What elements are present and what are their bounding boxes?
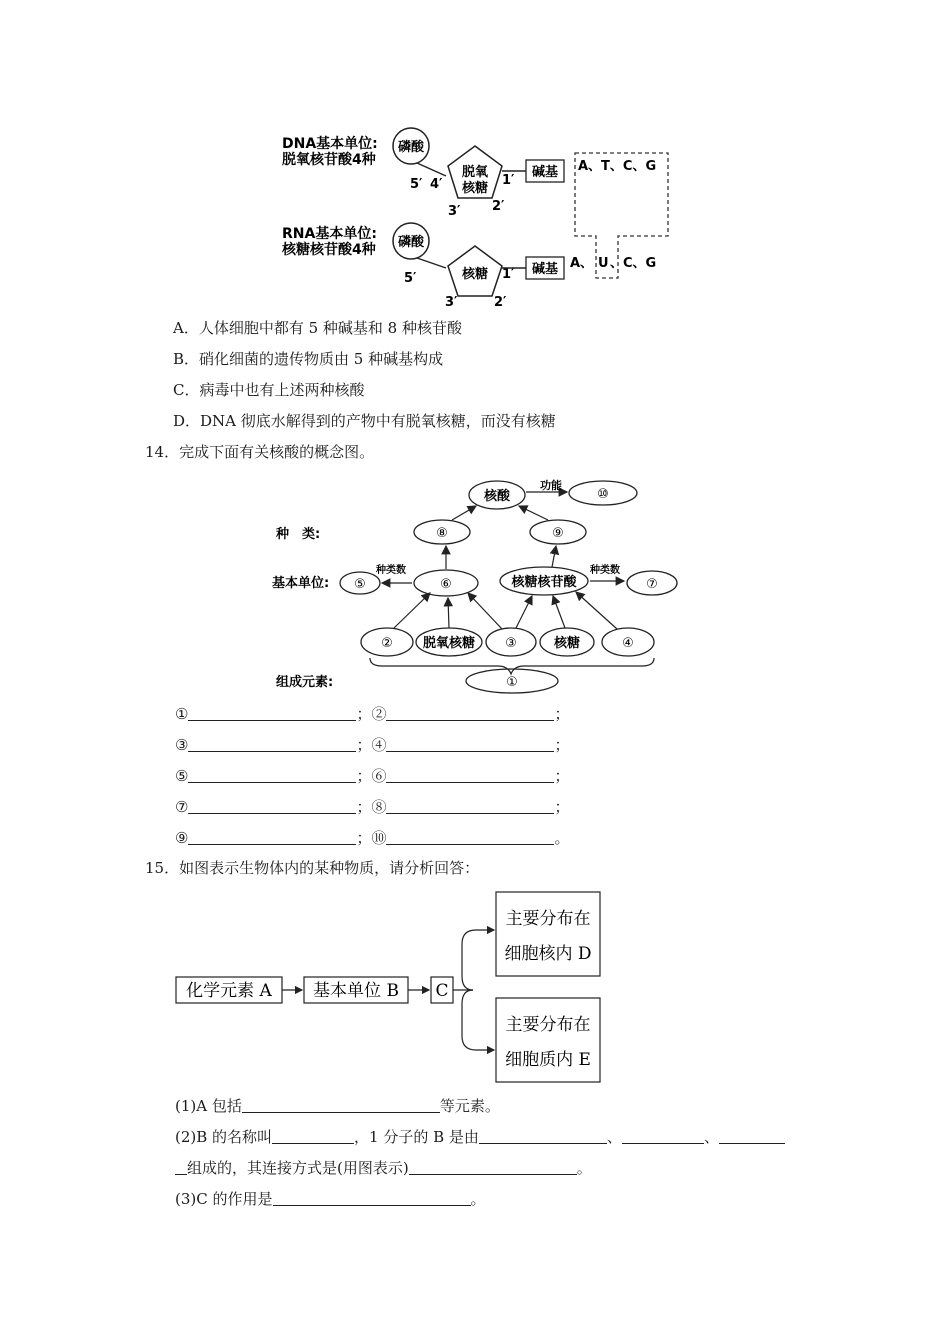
- arrow-deoxyribose-to-6: [448, 598, 449, 628]
- blank-label-8: ⑧: [371, 798, 387, 816]
- blank-label-6: ⑥: [371, 767, 387, 785]
- answer-blank-8[interactable]: [386, 799, 554, 814]
- arrow-8-to-nucleic-acid: [452, 506, 476, 520]
- label-basic-unit: 基本单位:: [272, 576, 330, 591]
- q15-sub2-end: 。: [576, 1159, 592, 1177]
- node-deoxyribose-label: 脱氧核糖: [422, 636, 476, 651]
- answer-row-3: [175, 766, 570, 786]
- separator: ；: [356, 767, 372, 785]
- substance-flow-diagram: [170, 886, 610, 1084]
- node-nucleic-acid-label: 核酸: [483, 489, 511, 504]
- option-d: D．DNA 彻底水解得到的产物中有脱氧核糖，而没有核糖: [173, 412, 556, 430]
- answer-blank-3[interactable]: [188, 737, 356, 752]
- rna-carbon-3: 3′: [445, 295, 458, 310]
- answer-row-2: [175, 735, 570, 755]
- answer-blank-1[interactable]: [188, 706, 356, 721]
- row-end: ；: [554, 705, 570, 723]
- q15-sub2-sep2: 、: [703, 1128, 719, 1146]
- box-e-line1: 主要分布在: [505, 1015, 591, 1035]
- box-e-line2: 细胞质内 E: [505, 1050, 591, 1070]
- node-5-label: ⑤: [354, 577, 366, 592]
- blank-label-4: ④: [371, 736, 387, 754]
- dna-carbon-5: 5′: [410, 177, 423, 192]
- dna-deoxyribose-label-line2: 核糖: [461, 181, 489, 196]
- answer-blank-q15-1[interactable]: [242, 1098, 440, 1113]
- components-brace: [370, 658, 654, 674]
- dna-unit-label-line1: DNA基本单位:: [282, 136, 378, 152]
- node-7-label: ⑦: [646, 577, 658, 592]
- answer-blank-q15-2c[interactable]: [622, 1129, 704, 1144]
- answer-blank-6[interactable]: [386, 768, 554, 783]
- rna-bases-cg: 、C、G: [610, 256, 657, 271]
- q15-sub3-prefix: (3)C 的作用是: [175, 1190, 273, 1208]
- dna-bases: A、T、C、G: [578, 159, 657, 174]
- q15-sub1-prefix: (1)A 包括: [175, 1097, 242, 1115]
- box-a-label: 化学元素 A: [186, 981, 272, 1001]
- blank-label-3: ③: [175, 736, 189, 754]
- blank-label-9: ⑨: [175, 829, 189, 847]
- arrow-4-to-ribonucleotide: [576, 592, 617, 629]
- node-9-label: ⑨: [552, 526, 564, 541]
- node-4-label: ④: [622, 636, 634, 651]
- dna-phosphate-label: 磷酸: [397, 140, 425, 155]
- arrow-9-to-nucleic-acid: [519, 506, 548, 520]
- question-14-stem: 14．完成下面有关核酸的概念图。: [145, 443, 375, 461]
- q15-sub3: [175, 1189, 486, 1209]
- dna-unit-label-line2: 脱氧核苷酸4种: [282, 152, 376, 168]
- question-15-stem: 15．如图表示生物体内的某种物质，请分析回答：: [145, 859, 480, 877]
- row-end: ；: [554, 736, 570, 754]
- node-3-label: ③: [505, 636, 517, 651]
- dna-carbon-4: 4′: [430, 177, 443, 192]
- answer-blank-q15-3[interactable]: [273, 1191, 471, 1206]
- blank-label-2: ②: [371, 705, 387, 723]
- label-function: 功能: [540, 479, 562, 492]
- node-1-label: ①: [506, 675, 518, 690]
- separator: ；: [356, 798, 372, 816]
- q15-sub2-mid: ，1 分子的 B 是由: [354, 1128, 479, 1146]
- q15-sub3-suffix: 。: [470, 1190, 486, 1208]
- q15-sub1-suffix: 等元素。: [439, 1097, 500, 1115]
- rna-carbon-5: 5′: [404, 271, 417, 286]
- node-8-label: ⑧: [436, 526, 448, 541]
- q15-sub2-sep1: 、: [606, 1128, 622, 1146]
- rna-bases-a: A、: [570, 256, 594, 271]
- row-end: ；: [554, 798, 570, 816]
- dna-deoxyribose-label-line1: 脱氧: [461, 165, 489, 180]
- answer-blank-4[interactable]: [386, 737, 554, 752]
- node-2-label: ②: [381, 636, 393, 651]
- label-kinds-right: 种类数: [590, 565, 620, 576]
- option-a: A．人体细胞中都有 5 种碱基和 8 种核苷酸: [173, 319, 462, 337]
- rna-carbon-1: 1′: [502, 267, 515, 282]
- option-b: B．硝化细菌的遗传物质由 5 种碱基构成: [173, 350, 444, 368]
- answer-row-5: [175, 828, 570, 848]
- answer-blank-q15-2e[interactable]: [409, 1160, 577, 1175]
- label-elements: 组成元素:: [276, 675, 334, 690]
- q15-sub1: [175, 1096, 500, 1116]
- node-ribose-label: 核糖: [553, 636, 581, 651]
- answer-row-1: [175, 704, 570, 724]
- node-10-label: ⑩: [597, 487, 609, 502]
- answer-blank-7[interactable]: [188, 799, 356, 814]
- blank-label-7: ⑦: [175, 798, 189, 816]
- separator: ；: [356, 705, 372, 723]
- answer-blank-2[interactable]: [386, 706, 554, 721]
- rna-base-label: 碱基: [531, 262, 559, 277]
- rna-unit-label-line1: RNA基本单位:: [282, 226, 377, 242]
- separator: ；: [356, 736, 372, 754]
- node-ribonucleotide-label: 核糖核苷酸: [511, 575, 577, 590]
- node-6-label: ⑥: [440, 577, 452, 592]
- answer-blank-q15-2b[interactable]: [479, 1129, 607, 1144]
- dna-carbon-3: 3′: [448, 204, 461, 219]
- nucleotide-structure-figure: [270, 118, 690, 310]
- arrow-3-to-6: [468, 593, 502, 629]
- row-end: 。: [554, 829, 570, 847]
- rna-carbon-2: 2′: [494, 295, 507, 310]
- label-kinds-left: 种类数: [376, 565, 406, 576]
- box-b-label: 基本单位 B: [313, 981, 399, 1001]
- dna-base-label: 碱基: [531, 165, 559, 180]
- branch-to-d: [462, 930, 494, 990]
- label-types: 种 类:: [276, 527, 321, 542]
- arrow-ribose-to-ribonucleotide: [553, 596, 565, 628]
- dna-carbon-2: 2′: [492, 199, 505, 214]
- rna-ribose-label: 核糖: [461, 267, 489, 282]
- q15-sub2-prefix: (2)B 的名称叫: [175, 1128, 273, 1146]
- answer-blank-10[interactable]: [386, 830, 554, 845]
- dna-carbon-1: 1′: [502, 173, 515, 188]
- answer-blank-q15-2d[interactable]: [719, 1129, 785, 1144]
- option-c: C．病毒中也有上述两种核酸: [173, 381, 365, 399]
- rna-bases-u: U: [598, 256, 609, 271]
- q15-sub2-tail: 组成的，其连接方式是(用图表示): [187, 1159, 409, 1177]
- branch-to-e: [462, 990, 494, 1050]
- rna-phosphate-bond: [417, 258, 446, 268]
- q15-sub2-line1: [175, 1127, 785, 1147]
- answer-blank-q15-2a[interactable]: [272, 1129, 354, 1144]
- box-c-label: C: [435, 981, 449, 1001]
- arrow-ribonucleotide-to-9: [552, 546, 556, 567]
- arrow-2-to-6: [394, 593, 430, 628]
- answer-blank-9[interactable]: [188, 830, 356, 845]
- blank-label-10: ⑩: [371, 829, 387, 847]
- rna-unit-label-line2: 核糖核苷酸4种: [282, 242, 376, 258]
- answer-row-4: [175, 797, 570, 817]
- box-d-line1: 主要分布在: [505, 909, 591, 929]
- nucleic-acid-concept-map: [262, 472, 692, 697]
- arrow-3-to-ribonucleotide: [516, 596, 532, 628]
- answer-blank-q15-2d-cont[interactable]: [175, 1160, 187, 1175]
- blank-label-5: ⑤: [175, 767, 189, 785]
- rna-phosphate-label: 磷酸: [397, 235, 425, 250]
- box-d-line2: 细胞核内 D: [504, 944, 592, 964]
- row-end: ；: [554, 767, 570, 785]
- answer-blank-5[interactable]: [188, 768, 356, 783]
- blank-label-1: ①: [175, 705, 189, 723]
- separator: ；: [356, 829, 372, 847]
- q15-sub2-line2: [175, 1158, 592, 1178]
- dna-phosphate-bond: [417, 163, 446, 176]
